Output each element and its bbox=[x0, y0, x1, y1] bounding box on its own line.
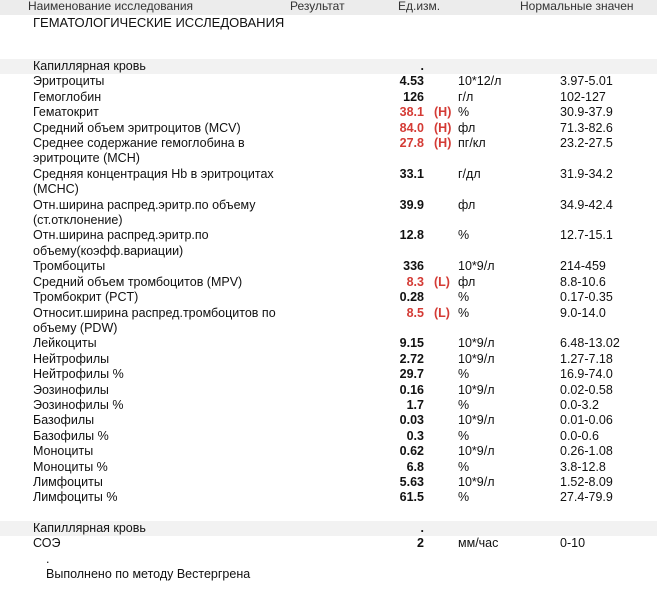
cell-unit: г/дл bbox=[458, 166, 481, 181]
section-title: ГЕМАТОЛОГИЧЕСКИЕ ИССЛЕДОВАНИЯ bbox=[33, 15, 285, 30]
cell-unit: 10*9/л bbox=[458, 413, 495, 428]
cell-flag bbox=[424, 74, 458, 89]
cell-result: 0.16 bbox=[399, 382, 424, 397]
cell-range: 12.7-15.1 bbox=[560, 228, 613, 243]
cell-unit: % bbox=[458, 290, 470, 305]
cell-result: 8.3 bbox=[406, 274, 424, 289]
cell-name: Среднее содержание гемоглобина в эритроците (MCH) bbox=[33, 136, 245, 166]
method-note: Выполнено по методу Вестергрена bbox=[46, 567, 251, 581]
cell-range: 214-459 bbox=[560, 259, 606, 274]
cell-result: 84.0 bbox=[399, 120, 424, 135]
table-row bbox=[0, 290, 657, 305]
header-unit: Ед.изм. bbox=[398, 0, 441, 13]
cell-result: 2.72 bbox=[399, 351, 424, 366]
cell-result: 0.62 bbox=[399, 444, 424, 459]
table-row bbox=[0, 121, 657, 136]
cell-name: Эритроциты bbox=[33, 74, 105, 89]
cell-range: 3.97-5.01 bbox=[560, 74, 613, 89]
group-row: Капиллярная кровь . bbox=[0, 59, 657, 74]
cell-result: 12.8 bbox=[399, 228, 424, 243]
header-result: Результат bbox=[290, 0, 345, 13]
cell-name: Отн.ширина распред.эритр.по объему(коэфф.вариации) bbox=[33, 228, 209, 258]
cell-result: 39.9 bbox=[399, 197, 424, 212]
cell-flag bbox=[424, 398, 458, 413]
table-row bbox=[0, 460, 657, 475]
table-row bbox=[0, 105, 657, 120]
table-row bbox=[0, 413, 657, 428]
cell-flag bbox=[424, 290, 458, 305]
cell-range: 31.9-34.2 bbox=[560, 166, 613, 181]
table-row bbox=[0, 228, 657, 259]
table-row bbox=[0, 444, 657, 459]
cell-flag: (H) bbox=[434, 136, 452, 151]
cell-name: Тромбоциты bbox=[33, 259, 106, 274]
table-row bbox=[0, 275, 657, 290]
table-row: СОЭ 2 мм/час 0-10 bbox=[33, 536, 586, 551]
cell-unit: % bbox=[458, 397, 470, 412]
cell-flag bbox=[424, 259, 458, 274]
cell-flag bbox=[424, 167, 458, 198]
cell-flag: (H) bbox=[434, 120, 452, 135]
cell-range: 9.0-14.0 bbox=[560, 305, 606, 320]
results-table bbox=[0, 59, 657, 582]
cell-range: 0.02-0.58 bbox=[560, 382, 613, 397]
note-dot: . bbox=[46, 551, 50, 566]
cell-flag bbox=[424, 460, 458, 475]
cell-name: Отн.ширина распред.эритр.по объему (ст.отклонение) bbox=[33, 197, 256, 228]
cell-flag bbox=[424, 383, 458, 398]
cell-unit: % bbox=[458, 228, 470, 243]
cell-flag bbox=[424, 198, 458, 229]
cell-unit: г/л bbox=[458, 89, 474, 104]
cell-unit: 10*9/л bbox=[458, 474, 495, 489]
cell-name: Базофилы bbox=[33, 413, 95, 428]
cell-unit: % bbox=[458, 105, 470, 120]
cell-name: Базофилы % bbox=[33, 428, 109, 443]
cell-range: 102-127 bbox=[560, 89, 606, 104]
group-row: Капиллярная кровь . bbox=[0, 521, 657, 536]
cell-result: 38.1 bbox=[399, 105, 424, 120]
cell-range: 0.0-3.2 bbox=[560, 397, 599, 412]
cell-result: 0.28 bbox=[399, 290, 424, 305]
cell-flag bbox=[424, 336, 458, 351]
table-row bbox=[0, 306, 657, 337]
cell-range: 6.48-13.02 bbox=[560, 336, 620, 351]
cell-range: 71.3-82.6 bbox=[560, 120, 613, 135]
cell-name: Относит.ширина распред.тромбоцитов по объему (PDW) bbox=[33, 305, 276, 335]
cell-flag bbox=[424, 444, 458, 459]
cell-flag bbox=[424, 90, 458, 105]
cell-unit: 10*9/л bbox=[458, 382, 495, 397]
cell-unit: фл bbox=[458, 197, 476, 212]
cell-unit: 10*9/л bbox=[458, 259, 495, 274]
cell-result: 8.5 bbox=[406, 305, 424, 320]
cell-flag bbox=[424, 475, 458, 490]
cell-flag: (L) bbox=[434, 274, 450, 289]
cell-unit: % bbox=[458, 305, 470, 320]
cell-name: Моноциты bbox=[33, 444, 94, 459]
cell-name: Лимфоциты bbox=[33, 474, 103, 489]
cell-unit: % bbox=[458, 459, 470, 474]
table-row bbox=[0, 429, 657, 444]
table-row bbox=[0, 490, 657, 505]
cell-range: 0.0-0.6 bbox=[560, 428, 599, 443]
cell-unit: % bbox=[458, 490, 470, 505]
header-name: Наименование исследования bbox=[28, 0, 194, 13]
cell-flag bbox=[424, 228, 458, 259]
cell-result: 9.15 bbox=[399, 336, 424, 351]
cell-flag bbox=[424, 429, 458, 444]
cell-range: 16.9-74.0 bbox=[560, 367, 613, 382]
cell-range: 1.27-7.18 bbox=[560, 351, 613, 366]
cell-name: Лейкоциты bbox=[33, 336, 97, 351]
cell-unit: % bbox=[458, 367, 470, 382]
table-row bbox=[0, 74, 657, 89]
table-row bbox=[0, 136, 657, 167]
table-row bbox=[0, 398, 657, 413]
table-row bbox=[0, 383, 657, 398]
table-row bbox=[0, 352, 657, 367]
cell-result: 4.53 bbox=[399, 74, 424, 89]
cell-range: 0.01-0.06 bbox=[560, 413, 613, 428]
cell-range: 3.8-12.8 bbox=[560, 459, 606, 474]
header-range: Нормальные значен bbox=[520, 0, 634, 13]
cell-result: 126 bbox=[403, 89, 424, 104]
cell-name: Средний объем тромбоцитов (MPV) bbox=[33, 274, 243, 289]
cell-result: 29.7 bbox=[399, 367, 424, 382]
cell-unit: % bbox=[458, 428, 470, 443]
cell-result: 33.1 bbox=[399, 166, 424, 181]
cell-flag bbox=[424, 367, 458, 382]
cell-name: Нейтрофилы % bbox=[33, 367, 124, 382]
cell-flag: (L) bbox=[434, 305, 450, 320]
cell-flag bbox=[424, 352, 458, 367]
cell-name: Нейтрофилы bbox=[33, 351, 110, 366]
table-row bbox=[0, 367, 657, 382]
table-row bbox=[0, 336, 657, 351]
cell-flag: (H) bbox=[434, 105, 452, 120]
cell-result: 0.3 bbox=[406, 428, 424, 443]
cell-result: 5.63 bbox=[399, 474, 424, 489]
cell-range: 30.9-37.9 bbox=[560, 105, 613, 120]
cell-name: Средний объем эритроцитов (MCV) bbox=[33, 120, 241, 135]
table-row bbox=[0, 198, 657, 229]
cell-range: 23.2-27.5 bbox=[560, 136, 613, 151]
cell-name: Моноциты % bbox=[33, 459, 108, 474]
cell-range: 34.9-42.4 bbox=[560, 197, 613, 212]
cell-flag bbox=[424, 413, 458, 428]
cell-range: 8.8-10.6 bbox=[560, 274, 606, 289]
cell-range: 27.4-79.9 bbox=[560, 490, 613, 505]
cell-name: Лимфоциты % bbox=[33, 490, 118, 505]
cell-result: 27.8 bbox=[399, 136, 424, 151]
table-row bbox=[0, 167, 657, 198]
cell-result: 1.7 bbox=[406, 397, 424, 412]
cell-name: Средняя концентрация Hb в эритроцитах (MCHC) bbox=[33, 166, 274, 197]
table-row bbox=[0, 475, 657, 490]
cell-unit: пг/кл bbox=[458, 136, 486, 151]
table-row bbox=[0, 90, 657, 105]
cell-unit: 10*12/л bbox=[458, 74, 502, 89]
cell-unit: 10*9/л bbox=[458, 444, 495, 459]
cell-name: Гематокрит bbox=[33, 105, 99, 120]
cell-range: 1.52-8.09 bbox=[560, 474, 613, 489]
cell-unit: 10*9/л bbox=[458, 336, 495, 351]
cell-result: 0.03 bbox=[399, 413, 424, 428]
table-row bbox=[0, 259, 657, 274]
cell-unit: 10*9/л bbox=[458, 351, 495, 366]
cell-result: 61.5 bbox=[399, 490, 424, 505]
table-header bbox=[0, 0, 657, 15]
cell-unit: фл bbox=[458, 120, 476, 135]
cell-result: 336 bbox=[403, 259, 424, 274]
cell-unit: фл bbox=[458, 274, 476, 289]
cell-name: Эозинофилы bbox=[33, 382, 109, 397]
cell-range: 0.17-0.35 bbox=[560, 290, 613, 305]
cell-name: Гемоглобин bbox=[33, 89, 102, 104]
cell-result: 6.8 bbox=[406, 459, 424, 474]
cell-range: 0.26-1.08 bbox=[560, 444, 613, 459]
cell-flag bbox=[424, 490, 458, 505]
cell-name: Тромбокрит (PCT) bbox=[33, 290, 139, 305]
cell-name: Эозинофилы % bbox=[33, 397, 124, 412]
